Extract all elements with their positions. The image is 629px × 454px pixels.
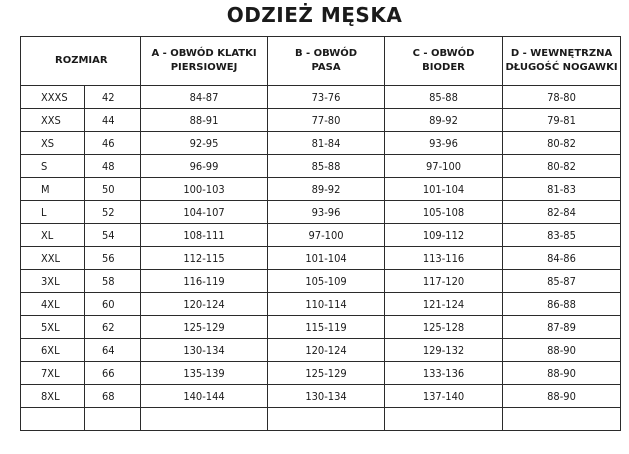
chest-cell: [141, 408, 268, 431]
size-cell: 4XL: [21, 293, 85, 316]
hips-cell: 125-128: [385, 316, 503, 339]
inseam-cell: 88-90: [503, 339, 621, 362]
number-cell: 54: [85, 224, 141, 247]
waist-cell: 110-114: [268, 293, 385, 316]
table-row: [21, 247, 621, 270]
number-cell: 62: [85, 316, 141, 339]
hips-cell: 93-96: [385, 132, 503, 155]
waist-cell: 97-100: [268, 224, 385, 247]
hips-cell: 133-136: [385, 362, 503, 385]
chest-cell: 125-129: [141, 316, 268, 339]
table-row: [21, 155, 621, 178]
table-row: [21, 385, 621, 408]
table-row: [21, 316, 621, 339]
inseam-cell: [503, 408, 621, 431]
size-cell: 5XL: [21, 316, 85, 339]
waist-cell: 85-88: [268, 155, 385, 178]
hips-cell: 85-88: [385, 86, 503, 109]
chest-cell: 96-99: [141, 155, 268, 178]
inseam-cell: 88-90: [503, 362, 621, 385]
header-d-line-1: D - WEWNĘTRZNA: [510, 48, 613, 59]
number-cell: 56: [85, 247, 141, 270]
hips-cell: 105-108: [385, 201, 503, 224]
waist-cell: 89-92: [268, 178, 385, 201]
size-table: [20, 36, 621, 431]
hips-cell: 89-92: [385, 109, 503, 132]
table-row: [21, 339, 621, 362]
chest-cell: 130-134: [141, 339, 268, 362]
chest-cell: 108-111: [141, 224, 268, 247]
chest-cell: 104-107: [141, 201, 268, 224]
header-c: [385, 37, 503, 86]
number-cell: 42: [85, 86, 141, 109]
inseam-cell: 88-90: [503, 385, 621, 408]
header-c-line-1: C - OBWÓD: [412, 48, 475, 59]
chest-cell: 120-124: [141, 293, 268, 316]
header-d-line-2: DŁUGOŚĆ NOGAWKI: [505, 62, 618, 73]
waist-cell: [268, 408, 385, 431]
number-cell: 64: [85, 339, 141, 362]
header-a: [141, 37, 268, 86]
size-cell: M: [21, 178, 85, 201]
header-b-line-2: PASA: [311, 62, 341, 73]
header-d: [503, 37, 621, 86]
inseam-cell: 83-85: [503, 224, 621, 247]
chest-cell: 92-95: [141, 132, 268, 155]
number-cell: 60: [85, 293, 141, 316]
hips-cell: 97-100: [385, 155, 503, 178]
size-cell: XXL: [21, 247, 85, 270]
table-row: [21, 178, 621, 201]
hips-cell: 109-112: [385, 224, 503, 247]
size-cell: S: [21, 155, 85, 178]
chest-cell: 84-87: [141, 86, 268, 109]
size-cell: L: [21, 201, 85, 224]
table-row: [21, 362, 621, 385]
hips-cell: [385, 408, 503, 431]
number-cell: 68: [85, 385, 141, 408]
number-cell: 48: [85, 155, 141, 178]
chest-cell: 135-139: [141, 362, 268, 385]
number-cell: [85, 408, 141, 431]
number-cell: 44: [85, 109, 141, 132]
waist-cell: 130-134: [268, 385, 385, 408]
waist-cell: 105-109: [268, 270, 385, 293]
table-row: [21, 408, 621, 431]
chest-cell: 100-103: [141, 178, 268, 201]
inseam-cell: 86-88: [503, 293, 621, 316]
chest-cell: 112-115: [141, 247, 268, 270]
number-cell: 58: [85, 270, 141, 293]
chest-cell: 140-144: [141, 385, 268, 408]
table-row: [21, 109, 621, 132]
waist-cell: 73-76: [268, 86, 385, 109]
header-rozmiar: ROZMIAR: [21, 37, 141, 86]
waist-cell: 77-80: [268, 109, 385, 132]
size-cell: [21, 408, 85, 431]
hips-cell: 121-124: [385, 293, 503, 316]
number-cell: 52: [85, 201, 141, 224]
page-title: ODZIEŻ MĘSKA: [226, 3, 403, 27]
inseam-cell: 78-80: [503, 86, 621, 109]
table-row: [21, 224, 621, 247]
number-cell: 66: [85, 362, 141, 385]
hips-cell: 113-116: [385, 247, 503, 270]
header-c-line-2: BIODER: [422, 62, 465, 73]
inseam-cell: 80-82: [503, 132, 621, 155]
waist-cell: 93-96: [268, 201, 385, 224]
waist-cell: 115-119: [268, 316, 385, 339]
inseam-cell: 81-83: [503, 178, 621, 201]
size-cell: XXXS: [21, 86, 85, 109]
size-cell: XXS: [21, 109, 85, 132]
waist-cell: 125-129: [268, 362, 385, 385]
header-a-line-1: A - OBWÓD KLATKI: [151, 48, 257, 59]
inseam-cell: 82-84: [503, 201, 621, 224]
header-row: [21, 37, 621, 86]
inseam-cell: 85-87: [503, 270, 621, 293]
table-row: [21, 132, 621, 155]
waist-cell: 120-124: [268, 339, 385, 362]
size-cell: 7XL: [21, 362, 85, 385]
table-row: [21, 293, 621, 316]
size-cell: XS: [21, 132, 85, 155]
inseam-cell: 84-86: [503, 247, 621, 270]
chest-cell: 116-119: [141, 270, 268, 293]
waist-cell: 101-104: [268, 247, 385, 270]
waist-cell: 81-84: [268, 132, 385, 155]
hips-cell: 101-104: [385, 178, 503, 201]
hips-cell: 117-120: [385, 270, 503, 293]
table-row: [21, 201, 621, 224]
size-cell: 8XL: [21, 385, 85, 408]
header-a-line-2: PIERSIOWEJ: [170, 62, 238, 73]
table-row: [21, 270, 621, 293]
size-cell: 3XL: [21, 270, 85, 293]
inseam-cell: 87-89: [503, 316, 621, 339]
hips-cell: 129-132: [385, 339, 503, 362]
number-cell: 46: [85, 132, 141, 155]
size-cell: XL: [21, 224, 85, 247]
chest-cell: 88-91: [141, 109, 268, 132]
header-b: [268, 37, 385, 86]
inseam-cell: 79-81: [503, 109, 621, 132]
hips-cell: 137-140: [385, 385, 503, 408]
inseam-cell: 80-82: [503, 155, 621, 178]
table-row: [21, 86, 621, 109]
number-cell: 50: [85, 178, 141, 201]
header-b-line-1: B - OBWÓD: [294, 48, 358, 59]
size-cell: 6XL: [21, 339, 85, 362]
